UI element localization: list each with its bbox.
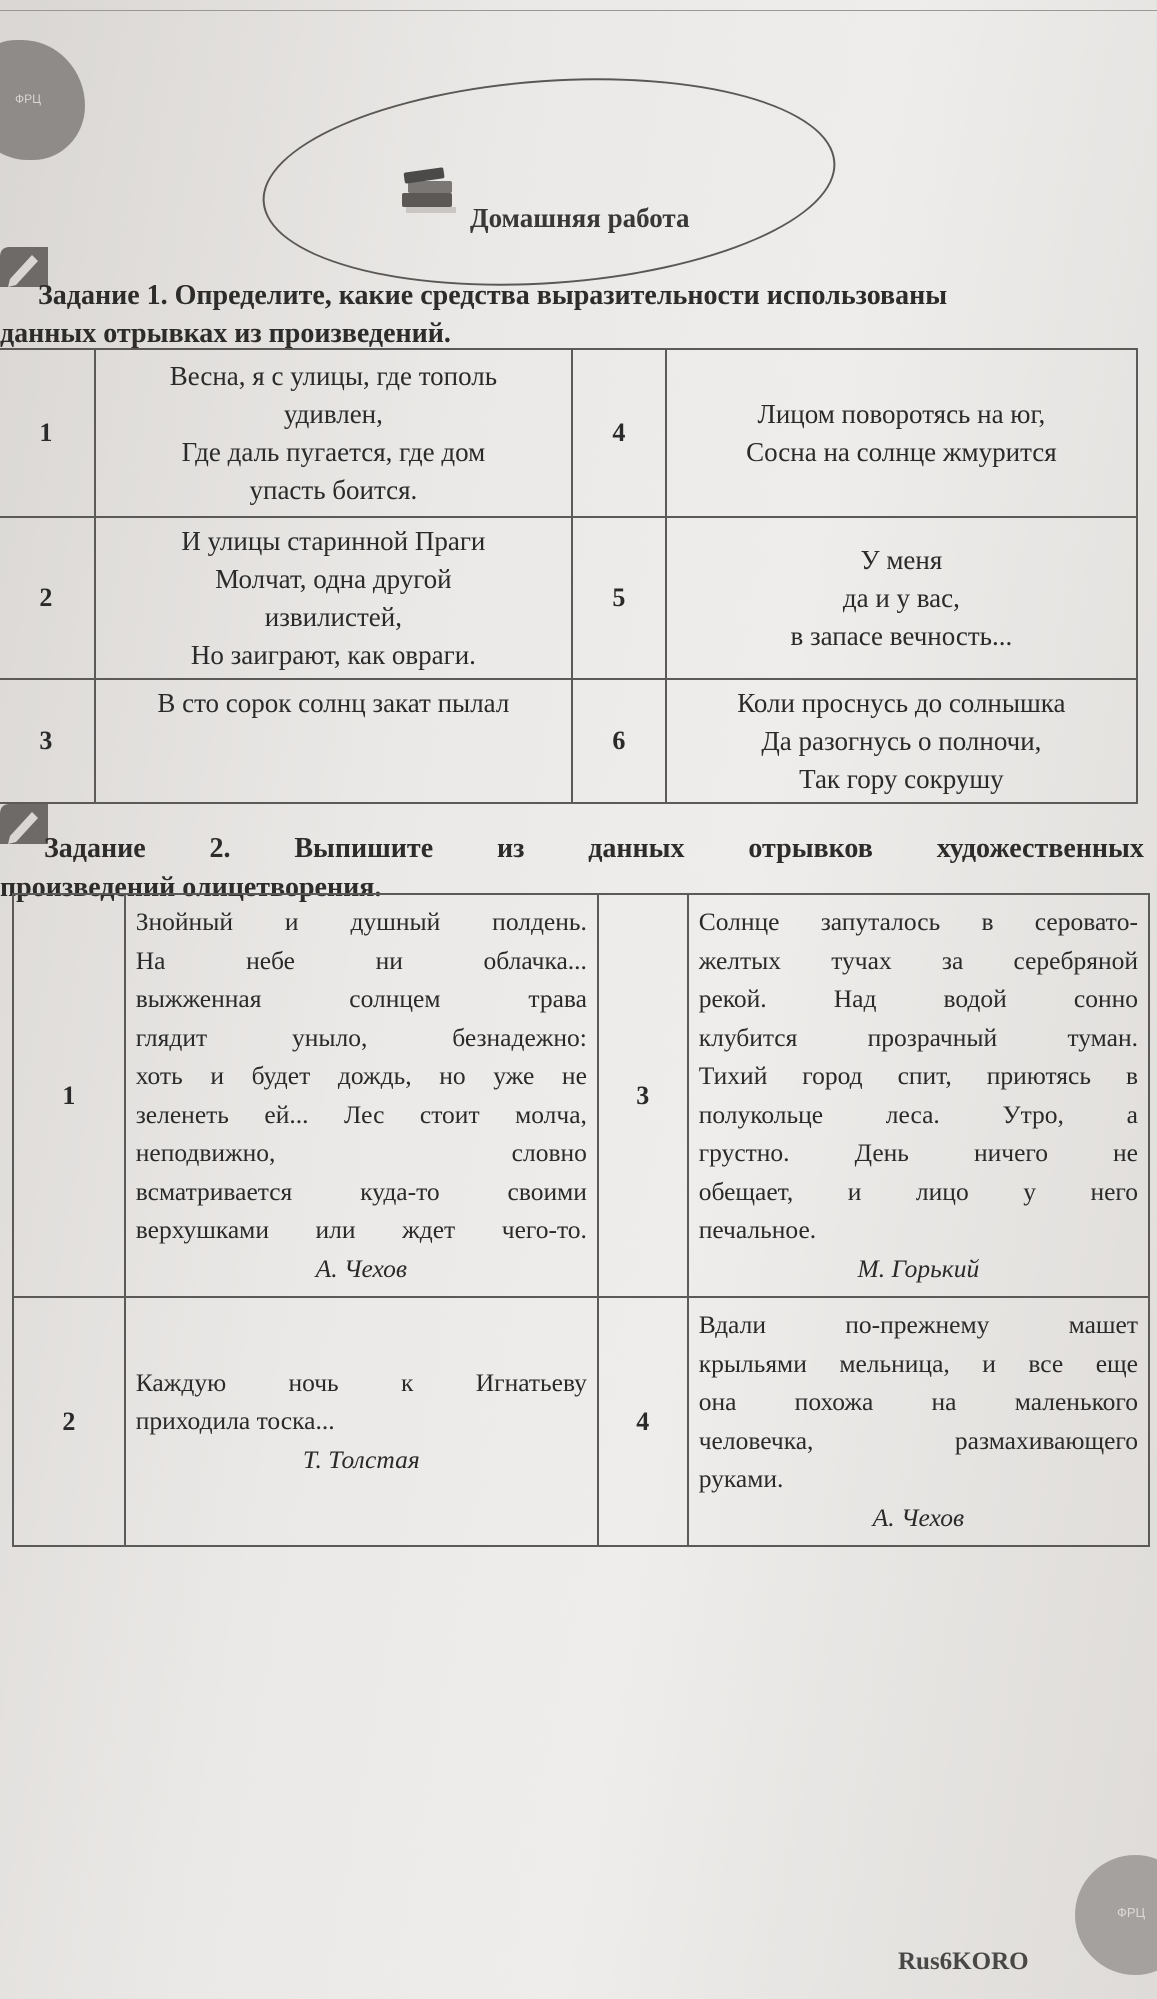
homework-title: Домашняя работа [470,203,690,233]
item-number: 4 [598,1297,688,1546]
item-number: 1 [0,349,95,517]
item-number: 2 [0,517,95,679]
excerpt-cell: Вдали по-прежнему машет крыльями мельница, и все еще она похожа на маленького человечка, размахивающего руками. А. Чехов [688,1297,1149,1546]
item-number: 4 [572,349,666,517]
table-row [0,679,1137,803]
item-number: 5 [572,517,666,679]
excerpt-cell: Лицом поворотясь на юг, Сосна на солнце жмурится [666,349,1137,517]
corner-logo-badge [0,40,85,160]
excerpt-cell: Знойный и душный полдень. На небе ни облачка... выжженная солнцем трава глядит уныло, безнадежно: хоть и будет дождь, но уже не зеленеть ей... Лес стоит молча, неподвижно, словно всматривается куда-то своими верхушками или ждет чего-то. А. Чехов [125,894,598,1297]
title-oval-decoration [256,60,843,304]
books-icon [398,165,460,217]
item-number: 2 [13,1297,125,1546]
task2-heading-cont: произведений олицетворения. [0,872,382,903]
item-number: 3 [0,679,95,803]
author-name: М. Горький [857,1253,980,1283]
item-number: 6 [572,679,666,803]
item-number: 3 [598,894,688,1297]
table-row [13,894,1149,1297]
badge-text: ФРЦ [15,92,42,106]
excerpt-cell: Каждую ночь к Игнатьеву приходила тоска... Т. Толстая [125,1297,598,1546]
badge-text: ФРЦ [1117,1905,1146,1920]
watermark-text: Rus6KORO [898,1948,1029,1975]
task1-heading: Задание 1. Определите, какие средства выразительности использованы [38,280,948,311]
excerpt-cell: Коли проснусь до солнышка Да разогнусь о полночи, Так гору сокрушу [666,679,1137,803]
task1-heading-cont: данных отрывках из произведений. [0,318,451,349]
author-name: А. Чехов [315,1253,408,1283]
corner-logo-badge [1075,1855,1157,1975]
task1-table [0,348,1138,804]
task2-heading: Задание 2. Выпишите из данных отрывков художественных [44,833,1144,864]
excerpt-cell: В сто сорок солнц закат пылал [95,679,572,803]
task2-table [12,893,1150,1547]
page-top-rule [0,10,1157,11]
excerpt-cell: Солнце запуталось в сероватo- желтых тучах за серебряной рекой. Над водой сонно клубится прозрачный туман. Тихий город спит, приютясь в полукольце леса. Утро, а грустно. День ничего не обещает, и лицо у него печальное. М. Горький [688,894,1149,1297]
excerpt-cell: У меня да и у вас, в запасе вечность... [666,517,1137,679]
table-row [0,349,1137,517]
item-number: 1 [13,894,125,1297]
table-row [13,1297,1149,1546]
excerpt-cell: И улицы старинной Праги Молчат, одна другой извилистей, Но заиграют, как овраги. [95,517,572,679]
table-row [0,517,1137,679]
author-name: А. Чехов [872,1502,965,1532]
excerpt-cell: Весна, я с улицы, где тополь удивлен, Где даль пугается, где дом упасть боится. [95,349,572,517]
author-name: Т. Толстая [302,1444,420,1474]
